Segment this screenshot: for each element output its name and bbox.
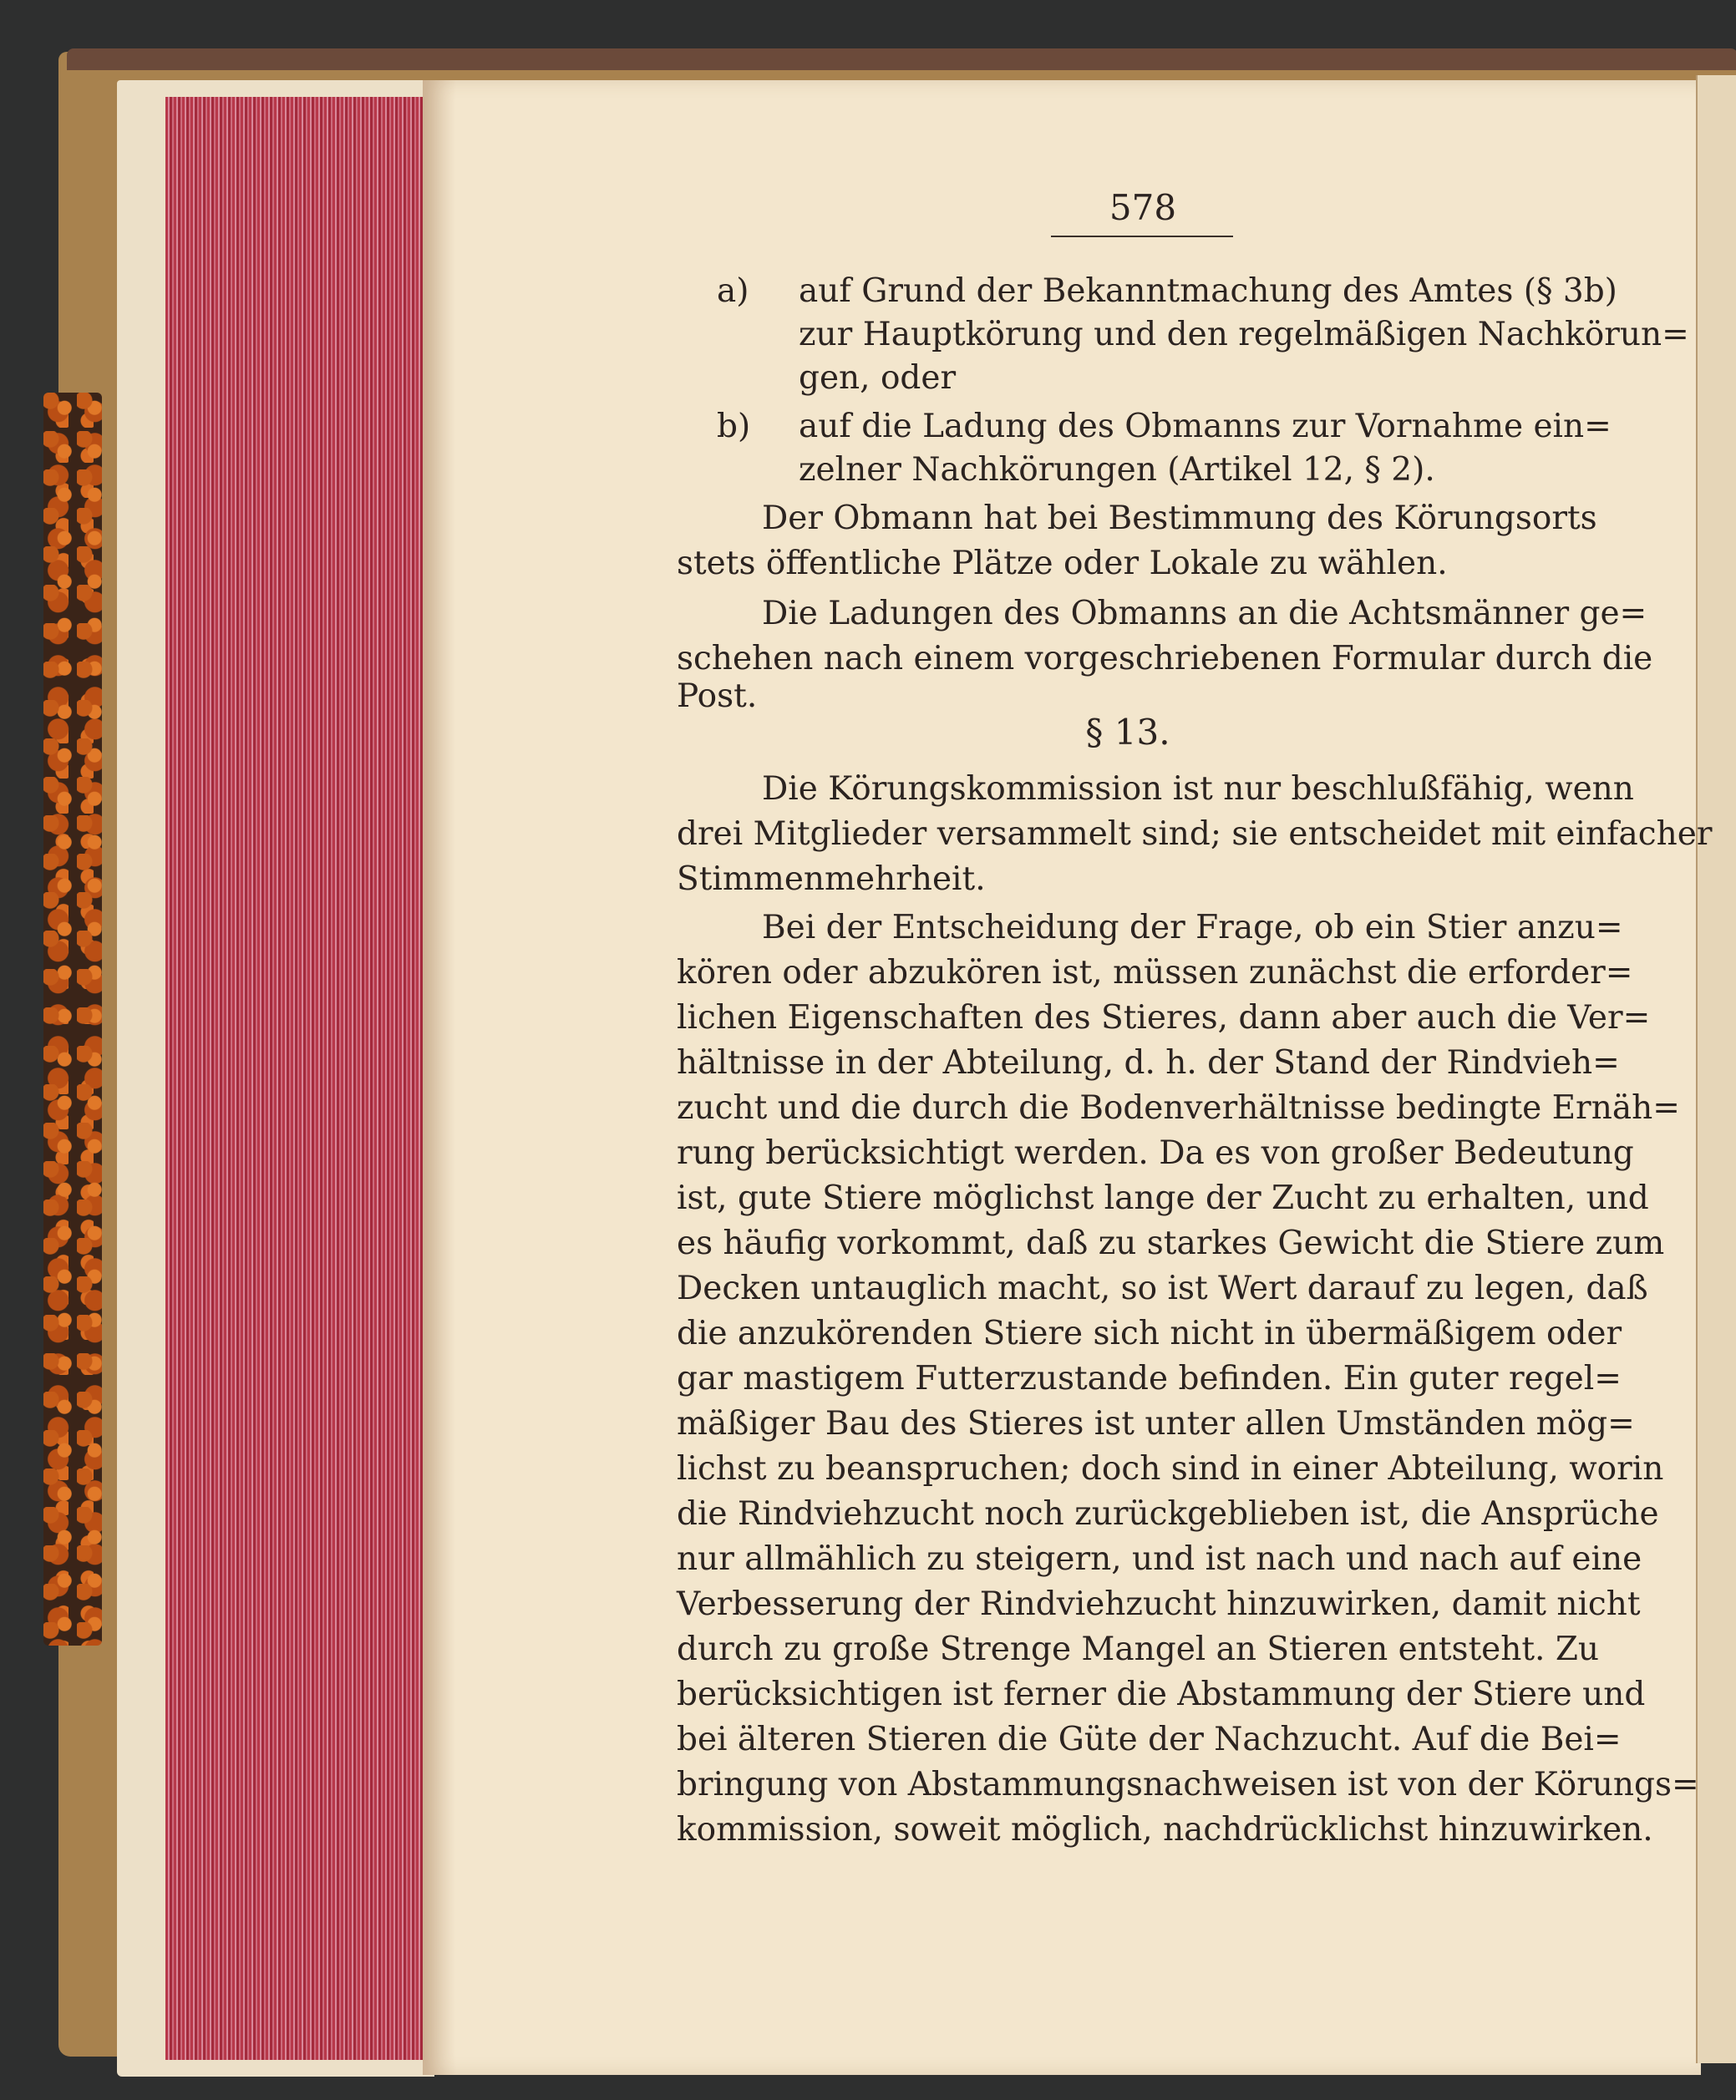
paragraph-line: stets öffentliche Plätze oder Lokale zu wählen.: [677, 545, 1448, 582]
paragraph-line: drei Mitglieder versammelt sind; sie entscheidet mit einfacher: [677, 815, 1713, 853]
paragraph-line: lichen Eigenschaften des Stieres, dann aber auch die Ver=: [677, 999, 1651, 1037]
paragraph-line: rung berücksichtigt werden. Da es von großer Bedeutung: [677, 1134, 1634, 1172]
paragraph-line: bei älteren Stieren die Güte der Nachzucht. Auf die Bei=: [677, 1721, 1622, 1758]
paragraph-line: kommission, soweit möglich, nachdrücklichst hinzuwirken.: [677, 1811, 1653, 1849]
paragraph-line: ist, gute Stiere möglichst lange der Zucht zu erhalten, und: [677, 1179, 1649, 1217]
list-item-line: gen, oder: [799, 359, 957, 397]
section-heading: § 13.: [1085, 712, 1170, 753]
paragraph-line: nur allmählich zu steigern, und ist nach und nach auf eine: [677, 1540, 1642, 1578]
red-page-edges: [165, 97, 423, 2060]
list-item-label: b): [717, 408, 751, 445]
paragraph-line: lichst zu beanspruchen; doch sind in einer Abteilung, worin: [677, 1450, 1664, 1488]
paragraph-line: die anzukörenden Stiere sich nicht in übermäßigem oder: [677, 1315, 1622, 1352]
paragraph-line: die Rindviehzucht noch zurückgeblieben ist, die Ansprüche: [677, 1495, 1659, 1533]
marbled-binding: [43, 393, 102, 1646]
paragraph-line: es häufig vorkommt, daß zu starkes Gewicht die Stiere zum: [677, 1225, 1665, 1262]
paragraph-line: bringung von Abstammungsnachweisen ist von der Körungs=: [677, 1766, 1699, 1803]
page-number: 578: [1109, 187, 1177, 228]
paragraph-line: hältnisse in der Abteilung, d. h. der Stand der Rindvieh=: [677, 1044, 1620, 1082]
paragraph-line: zucht und die durch die Bodenverhältnisse bedingte Ernäh=: [677, 1089, 1680, 1127]
paragraph-line: durch zu große Strenge Mangel an Stieren entsteht. Zu: [677, 1631, 1600, 1668]
paragraph-line: Die Ladungen des Obmanns an die Achtsmänner ge=: [762, 595, 1647, 632]
facing-page-edge: [1696, 75, 1736, 2063]
paragraph-line: Bei der Entscheidung der Frage, ob ein Stier anzu=: [762, 909, 1623, 946]
paragraph-line: mäßiger Bau des Stieres ist unter allen Umständen mög=: [677, 1405, 1635, 1443]
paragraph-line: Stimmenmehrheit.: [677, 860, 986, 898]
paragraph-line: berücksichtigen ist ferner die Abstammung der Stiere und: [677, 1676, 1646, 1713]
paragraph-line: Der Obmann hat bei Bestimmung des Körungsorts: [762, 500, 1597, 537]
spine-leather: [67, 48, 1736, 70]
paragraph-line: Die Körungskommission ist nur beschlußfähig, wenn: [762, 770, 1634, 808]
list-item-line: auf Grund der Bekanntmachung des Amtes (§ 3b): [799, 272, 1617, 310]
gutter-shadow: [423, 80, 456, 2075]
list-item-line: auf die Ladung des Obmanns zur Vornahme ein=: [799, 408, 1612, 445]
paragraph-line: schehen nach einem vorgeschriebenen Formular durch die Post.: [677, 640, 1653, 715]
list-item-line: zelner Nachkörungen (Artikel 12, § 2).: [799, 451, 1435, 489]
list-item-label: a): [717, 272, 749, 310]
paragraph-line: Decken untauglich macht, so ist Wert darauf zu legen, daß: [677, 1270, 1648, 1307]
paragraph-line: kören oder abzukören ist, müssen zunächst die erforder=: [677, 954, 1633, 992]
paragraph-line: gar mastigem Futterzustande befinden. Ein guter regel=: [677, 1360, 1622, 1397]
page-number-rule: [1051, 236, 1233, 237]
list-item-line: zur Hauptkörung und den regelmäßigen Nachkörun=: [799, 316, 1689, 353]
paragraph-line: Verbesserung der Rindviehzucht hinzuwirken, damit nicht: [677, 1585, 1641, 1623]
